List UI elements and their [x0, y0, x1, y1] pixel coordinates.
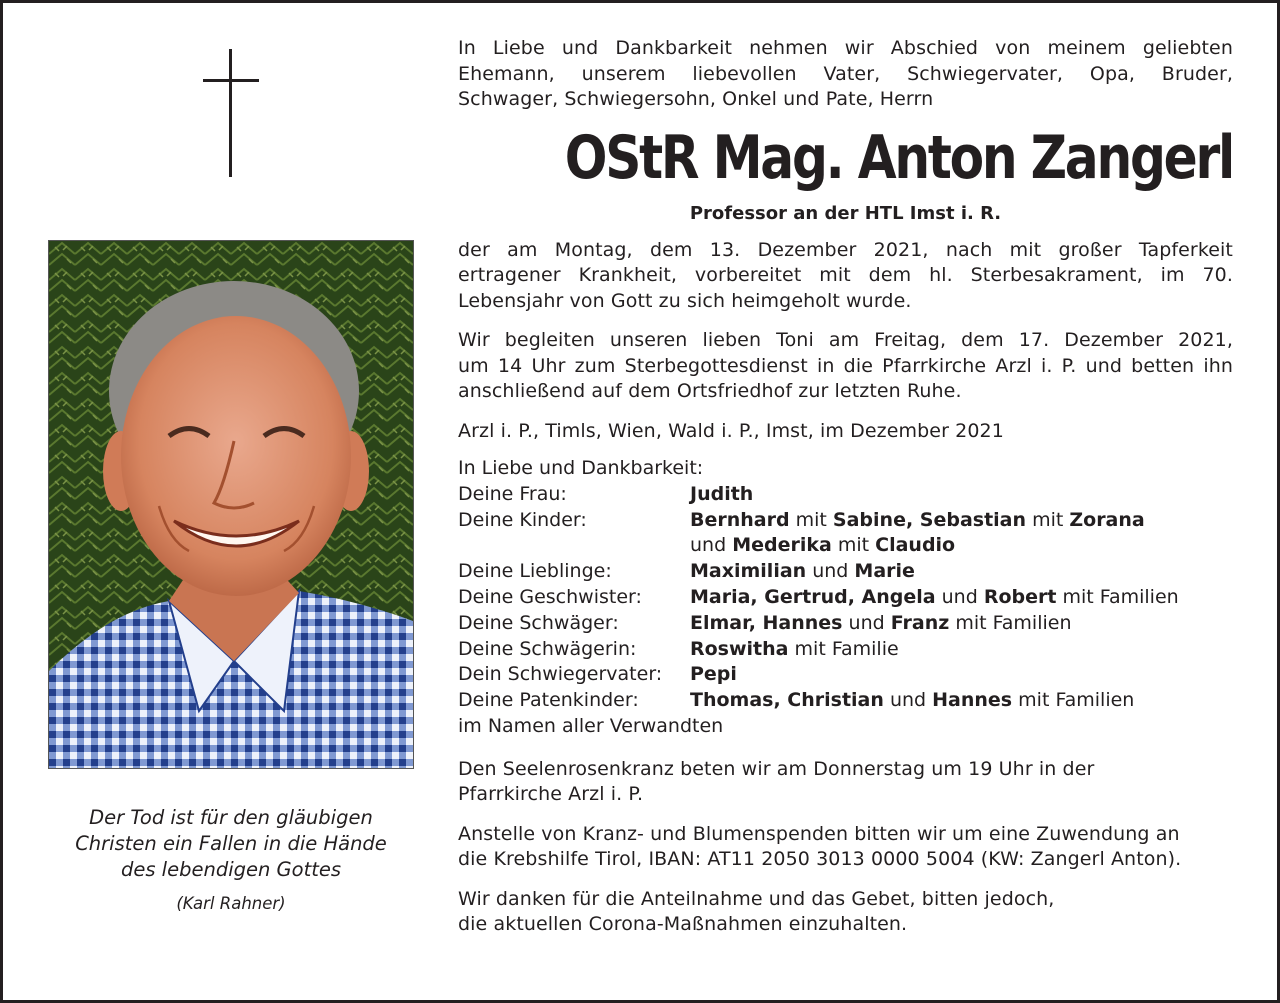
cross-icon	[203, 49, 259, 177]
death-line: Lebensjahr von Gott zu sich heimgeholt wurde.	[458, 289, 912, 312]
death-line: der am Montag, dem 13. Dezember 2021, nach mit großer Tapferkeit	[458, 238, 1233, 261]
intro-line: In Liebe und Dankbarkeit nehmen wir Abschied von meinem geliebten	[458, 37, 1233, 59]
death-line: ertragener Krankheit, vorbereitet mit dem hl. Sterbesakrament, im 70.	[458, 264, 1233, 286]
deceased-name: OStR Mag. Anton Zangerl	[564, 122, 1233, 193]
family-label: Deine Schwäger:	[458, 611, 619, 634]
intro-paragraph	[458, 36, 1233, 113]
family-row: Deine Patenkinder: Thomas, Christian und Hannes mit Familien	[458, 688, 1233, 714]
places-paragraph	[458, 419, 1233, 445]
family-label: Deine Schwägerin:	[458, 637, 637, 660]
funeral-paragraph	[458, 328, 1233, 405]
family-closing: im Namen aller Verwandten	[458, 714, 724, 737]
family-label: Dein Schwiegervater:	[458, 663, 663, 686]
death-paragraph	[458, 238, 1233, 315]
places-line: Arzl i. P., Timls, Wien, Wald i. P., Imst, im Dezember 2021	[458, 419, 1004, 442]
family-label: Deine Lieblinge:	[458, 560, 612, 583]
quote-line: Christen ein Fallen in die Hände	[75, 832, 387, 855]
rosary-paragraph	[458, 757, 1233, 808]
family-row: und Mederika mit Claudio	[690, 534, 956, 557]
family-label: Deine Geschwister:	[458, 585, 642, 608]
family-row: Deine Kinder: Bernhard mit Sabine, Sebastian mit Zorana	[458, 508, 1233, 534]
quote-line: Der Tod ist für den gläubigen	[89, 806, 373, 829]
funeral-line: um 14 Uhr zum Sterbegottesdienst in die Pfarrkirche Arzl i. P. und betten ihn	[458, 354, 1233, 377]
quote-line: des lebendigen Gottes	[120, 858, 342, 881]
thanks-line: Wir danken für die Anteilnahme und das Gebet, bitten jedoch,	[458, 887, 1055, 910]
rosary-line: Pfarrkirche Arzl i. P.	[458, 783, 644, 806]
family-list	[458, 456, 1233, 740]
rosary-line: Den Seelenrosenkranz beten wir am Donnerstag um 19 Uhr in der	[458, 757, 1095, 780]
portrait-photo	[48, 240, 414, 769]
obituary-text	[458, 36, 1233, 938]
family-row: Deine Lieblinge: Maximilian und Marie	[458, 559, 1233, 585]
funeral-line: Wir begleiten unseren lieben Toni am Freitag, dem 17. Dezember 2021,	[458, 329, 1233, 351]
family-row	[458, 482, 1233, 508]
deceased-title: Professor an der HTL Imst i. R.	[689, 202, 1002, 224]
family-row: Deine Geschwister: Maria, Gertrud, Angela und Robert mit Familien	[458, 585, 1233, 611]
thanks-paragraph	[458, 887, 1233, 938]
quote	[43, 805, 419, 917]
family-label: Deine Patenkinder:	[458, 689, 639, 712]
family-row: Deine Schwäger: Elmar, Hannes und Franz mit Familien	[458, 611, 1233, 637]
thanks-line: die aktuellen Corona-Maßnahmen einzuhalten.	[458, 913, 908, 936]
family-label: Deine Frau:	[458, 482, 567, 505]
intro-line: Ehemann, unserem liebevollen Vater, Schwiegervater, Opa, Bruder,	[458, 62, 1233, 85]
funeral-line: anschließend auf dem Ortsfriedhof zur letzten Ruhe.	[458, 380, 962, 402]
family-heading: In Liebe und Dankbarkeit:	[458, 457, 704, 479]
donation-line: die Krebshilfe Tirol, IBAN: AT11 2050 3013 0000 5004 (KW: Zangerl Anton).	[458, 848, 1182, 871]
family-row: Deine Schwägerin: Roswitha mit Familie	[458, 637, 1233, 663]
intro-line: Schwager, Schwiegersohn, Onkel und Pate, Herrn	[458, 88, 934, 110]
family-label: Deine Kinder:	[458, 508, 587, 531]
family-names: Judith	[690, 482, 754, 505]
donation-line: Anstelle von Kranz- und Blumenspenden bitten wir um eine Zuwendung an	[458, 822, 1180, 845]
family-row: Dein Schwiegervater: Pepi	[458, 662, 1233, 688]
quote-author: (Karl Rahner)	[176, 894, 286, 913]
donation-paragraph	[458, 822, 1233, 873]
